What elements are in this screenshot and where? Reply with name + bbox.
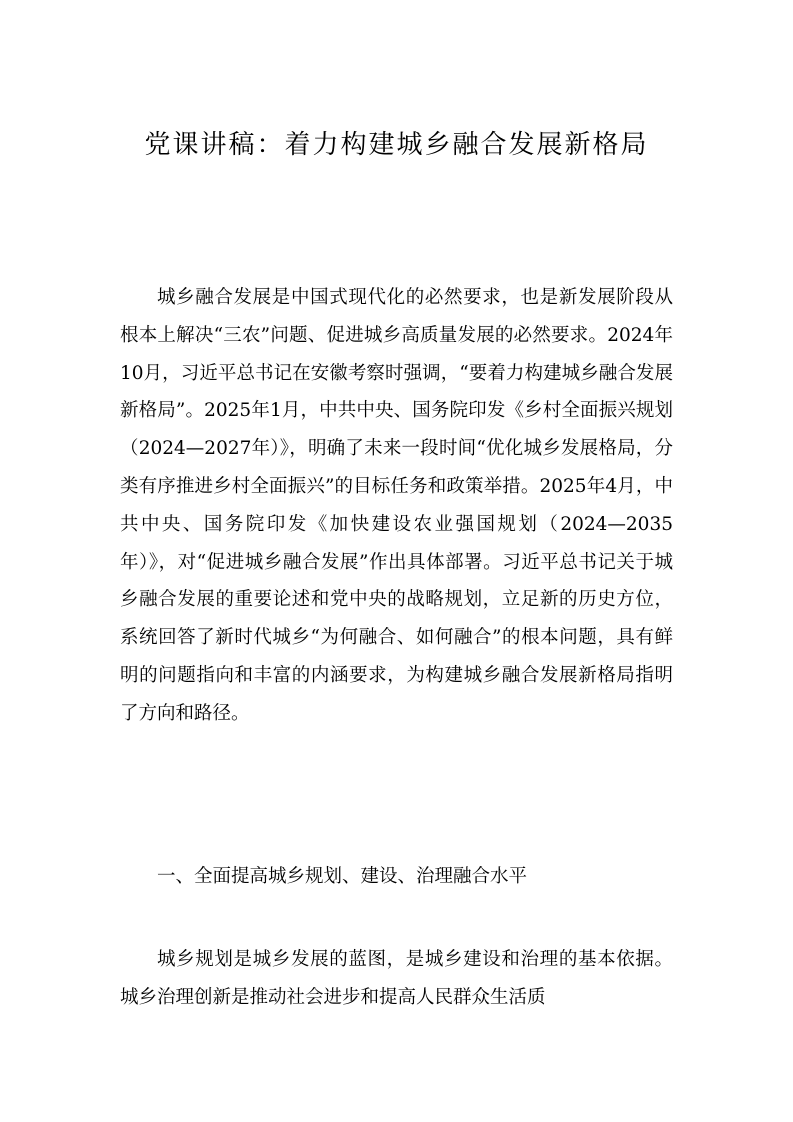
section-heading: 一、全面提高城乡规划、建设、治理融合水平 (157, 866, 528, 887)
document-title: 党课讲稿：着力构建城乡融合发展新格局 (144, 130, 649, 160)
section-paragraph: 城乡规划是城乡发展的蓝图，是城乡建设和治理的基本依据。城乡治理创新是推动社会进步和提高人民群众生活质 (120, 949, 673, 1008)
intro-paragraph: 城乡融合发展是中国式现代化的必然要求，也是新发展阶段从根本上解决“三农”问题、促进城乡高质量发展的必然要求。2024年10月，习近平总书记在安徽考察时强调，“要着力构建城乡融合发展新格局”。2025年1月，中共中央、国务院印发《乡村全面振兴规划（2024—2027年）》，明确了未来一段时间“优化城乡发展格局，分类有序推进乡村全面振兴”的目标任务和政策举措。2025年4月，中共中央、国务院印发《加快建设农业强国规划（2024—2035年）》，对“促进城乡融合发展”作出具体部署。习近平总书记关于城乡融合发展的重要论述和党中央的战略规划，立足新的历史方位，系统回答了新时代城乡“为何融合、如何融合”的根本问题，具有鲜明的问题指向和丰富的内涵要求，为构建城乡融合发展新格局指明了方向和路径。 (120, 287, 673, 724)
